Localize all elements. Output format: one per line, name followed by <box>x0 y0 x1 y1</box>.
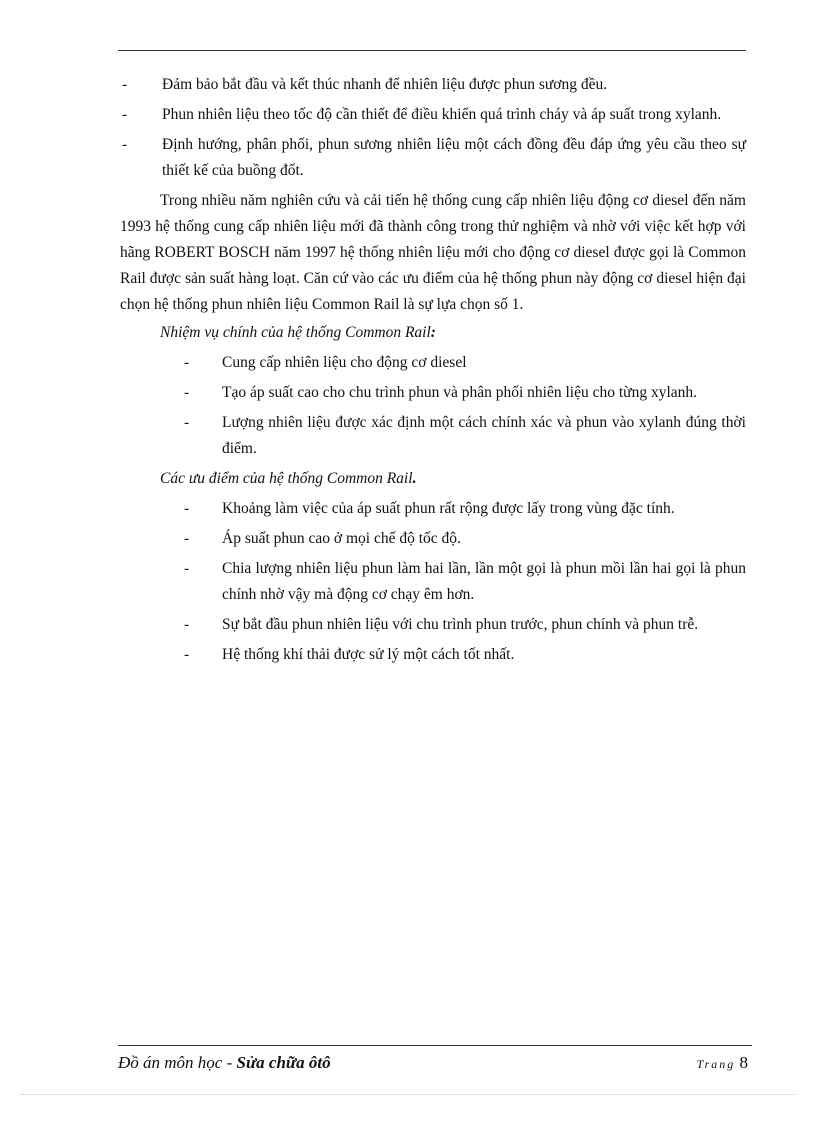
bullet-dash: - <box>184 646 190 663</box>
list-item <box>120 132 746 184</box>
page-number <box>697 1053 748 1073</box>
list-item-text: Áp suất phun cao ở mọi chế độ tốc độ. <box>222 530 461 547</box>
bullet-dash: - <box>122 76 128 93</box>
section-heading-advantages <box>160 466 746 492</box>
bullet-dash: - <box>184 530 190 547</box>
bullet-dash: - <box>184 616 190 633</box>
list-item <box>182 642 746 668</box>
top-bullet-list <box>120 72 746 184</box>
bullet-dash: - <box>122 106 128 123</box>
list-item-text: Khoảng làm việc của áp suất phun rất rộng được lấy trong vùng đặc tính. <box>222 500 675 517</box>
list-item <box>182 612 746 638</box>
heading-text: Nhiệm vụ chính của hệ thống Common Rail <box>160 324 431 341</box>
list-item-text: Tạo áp suất cao cho chu trình phun và phân phối nhiên liệu cho từng xylanh. <box>222 384 698 401</box>
list-item <box>182 410 746 462</box>
list-item-text: Lượng nhiên liệu được xác định một cách chính xác và phun vào xylanh đúng thời điểm. <box>222 414 746 457</box>
page-number-value: 8 <box>739 1053 748 1072</box>
list-item-text: Chia lượng nhiên liệu phun làm hai lần, lần một gọi là phun mồi lần hai gọi là phun chính nhờ vậy mà động cơ chạy êm hơn. <box>222 560 746 603</box>
list-item <box>182 526 746 552</box>
page-word: Trang <box>696 1057 736 1071</box>
body-paragraph: Trong nhiều năm nghiên cứu và cải tiến hệ thống cung cấp nhiên liệu động cơ diesel đến năm 1993 hệ thống cung cấp nhiên liệu mới đã thành công trong thử nghiệm và nhờ với việc kết hợp với hãng ROBERT BOSCH năm 1997 hệ thống nhiên liệu mới cho động cơ diesel được gọi là Common Rail được sản suất hàng loạt. Căn cứ vào các ưu điểm của hệ thống phun này động cơ diesel hiện đại chọn hệ thống phun nhiên liệu Common Rail là sự lựa chọn số 1. <box>120 192 746 313</box>
footer-rule <box>118 1045 752 1046</box>
footer-title <box>118 1053 331 1073</box>
list-item-text: Định hướng, phân phối, phun sương nhiên liệu một cách đồng đều đáp ứng yêu cầu theo sự thiết kế của buồng đốt. <box>162 136 746 179</box>
header-rule <box>118 50 746 51</box>
list-item-text: Cung cấp nhiên liệu cho động cơ diesel <box>222 354 467 371</box>
bullet-dash: - <box>184 354 190 371</box>
bullet-dash: - <box>184 500 190 517</box>
bullet-dash: - <box>184 414 190 431</box>
bullet-dash: - <box>184 560 190 577</box>
advantages-list <box>120 496 746 668</box>
list-item-text: Sự bắt đầu phun nhiên liệu với chu trình phun trước, phun chính và phun trễ. <box>222 616 699 633</box>
list-item <box>182 496 746 522</box>
list-item <box>182 556 746 608</box>
bullet-dash: - <box>122 136 128 153</box>
tasks-list <box>120 350 746 462</box>
heading-text: Các ưu điểm của hệ thống Common Rail <box>160 470 413 487</box>
heading-punctuation: : <box>430 324 436 341</box>
heading-punctuation: . <box>412 470 417 487</box>
section-heading-tasks <box>160 320 746 346</box>
list-item-text: Hệ thống khí thải được sử lý một cách tốt nhất. <box>222 646 515 663</box>
bullet-dash: - <box>184 384 190 401</box>
list-item <box>182 380 746 406</box>
list-item-text: Đảm bảo bắt đầu và kết thúc nhanh để nhiên liệu được phun sương đều. <box>162 76 608 93</box>
list-item <box>182 350 746 376</box>
page-content <box>120 72 746 672</box>
page-footer <box>118 1053 748 1079</box>
footer-title-subject: Sửa chữa ôtô <box>236 1053 331 1072</box>
list-item <box>120 72 746 98</box>
list-item <box>120 102 746 128</box>
footer-title-prefix: Đồ án môn học - <box>118 1053 237 1072</box>
list-item-text: Phun nhiên liệu theo tốc độ cần thiết để điều khiển quá trình cháy và áp suất trong xylanh. <box>162 106 722 123</box>
page-edge <box>20 1094 796 1095</box>
